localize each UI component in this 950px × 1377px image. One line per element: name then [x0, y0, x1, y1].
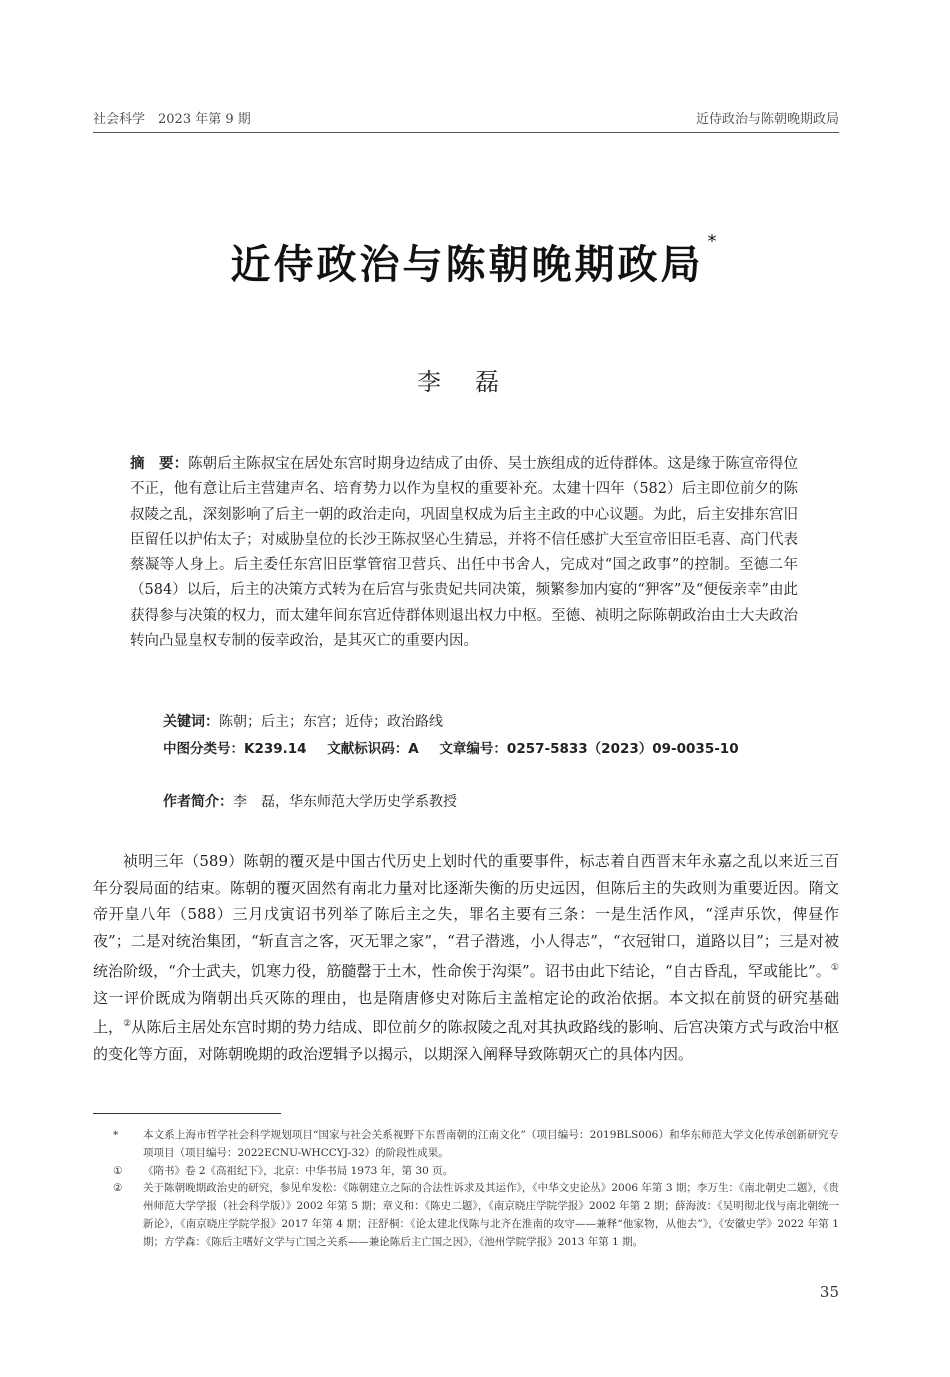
- keywords-text: 陈朝；后主；东宫；近侍；政治路线: [219, 714, 443, 730]
- author-bio-label: 作者简介：: [163, 794, 233, 810]
- abstract-label: 摘 要：: [130, 456, 189, 472]
- article-number: 文章编号：0257-5833（2023）09-0035-10: [439, 741, 739, 757]
- abstract-text: 陈朝后主陈叔宝在居处东宫时期身边结成了由侨、吴士族组成的近侍群体。这是缘于陈宣帝得位不正，他有意让后主营建声名、培育势力以作为皇权的重要补充。太建十四年（582）后主即位前夕的陈叔陵之乱，深刻影响了后主一朝的政治走向，巩固皇权成为后主主政的中心议题。为此，后主安排东宫旧臣留任以护佑太子；对威胁皇位的长沙王陈叔坚心生猜忌，并将不信任感扩大至宣帝旧臣毛喜、高门代表蔡凝等人身上。后主委任东宫旧臣掌管宿卫营兵、出任中书舍人，完成对“国之政事”的控制。至德二年（584）以后，后主的决策方式转为在后宫与张贵妃共同决策，频繁参加内宴的“狎客”及“便佞亲幸”由此获得参与决策的权力，而太建年间东宫近侍群体则退出权力中枢。至德、祯明之际陈朝政治由士大夫政治转向凸显皇权专制的佞幸政治，是其灭亡的重要内因。: [130, 456, 799, 650]
- footnote-mark: ②: [113, 1182, 123, 1195]
- footnote-mark: *: [113, 1129, 119, 1141]
- author-name: 李磊: [417, 368, 533, 396]
- footnote-item: [113, 1180, 839, 1251]
- article-title: [0, 233, 950, 290]
- body-text-part-1: 祯明三年（589）陈朝的覆灭是中国古代历史上划时代的重要事件，标志着自西晋末年永嘉之乱以来近三百年分裂局面的结束。陈朝的覆灭固然有南北力量对比逐渐失衡的历史远因，但陈后主的失政则为重要近因。隋文帝开皇八年（588）三月戊寅诏书列举了陈后主之失，罪名主要有三条：一是生活作风，“淫声乐饮，俾昼作夜”；二是对统治集团，“斩直言之客，灭无罪之家”，“君子潜逃，小人得志”，“衣冠钳口，道路以目”；三是对被统治阶级，“介士武夫，饥寒力役，筋髓罄于土木，性命俟于沟渠”。诏书由此下结论，“自古昏乱，罕或能比”。: [93, 852, 839, 980]
- author-bio: [163, 791, 823, 811]
- classification-line: [163, 737, 823, 757]
- header-rule: [93, 132, 839, 133]
- abstract: [130, 452, 798, 654]
- title-footnote-mark: *: [707, 231, 720, 252]
- footnote-ref-1[interactable]: ①: [830, 962, 839, 973]
- keywords: [163, 711, 823, 731]
- document-code: 文献标识码：A: [327, 741, 419, 757]
- running-title: 近侍政治与陈朝晚期政局: [695, 112, 839, 127]
- footnote-item: [113, 1127, 839, 1163]
- footnote-ref-2[interactable]: ②: [123, 1019, 132, 1030]
- clc-number: 中图分类号：K239.14: [163, 741, 307, 757]
- article-title-text: 近侍政治与陈朝晚期政局: [230, 242, 704, 288]
- footnotes: [113, 1127, 839, 1252]
- author-bio-text: 李 磊，华东师范大学历史学系教授: [233, 794, 457, 810]
- footnote-text: 《隋书》卷 2《高祖纪下》，北京：中华书局 1973 年，第 30 页。: [143, 1164, 454, 1177]
- footnote-text: 本文系上海市哲学社会科学规划项目“国家与社会关系视野下东晋南朝的江南文化”（项目编号：2019BLS006）和华东师范大学文化传承创新研究专项项目（项目编号：2022ECNU-WHCCYJ-32）的阶段性成果。: [143, 1129, 839, 1159]
- body-paragraph: [93, 848, 839, 1068]
- body-text-part-2: 这一评价既成为隋朝出兵灭陈的理由，也是隋唐修史对陈后主盖棺定论的政治依据。本文拟在前贤的研究基础上，: [93, 988, 839, 1037]
- footnote-rule: [93, 1113, 281, 1114]
- keywords-label: 关键词：: [163, 714, 219, 730]
- footnote-mark: ①: [113, 1164, 123, 1177]
- footnote-text: 关于陈朝晚期政治史的研究，参见牟发松：《陈朝建立之际的合法性诉求及其运作》，《中华文史论丛》2006 年第 3 期；李万生：《南北朝史二题》，《贵州师范大学学报（社会科学版）》2002 年第 5 期；章义和：《陈史二题》，《南京晓庄学院学报》2002 年第 2 期；薛海波：《吴明彻北伐与南北朝统一新论》，《南京晓庄学院学报》2017 年第 4 期；汪舒桐：《论太建北伐陈与北齐在淮南的攻守——兼释“他家物，从他去”》，《安徽史学》2022 年第 1 期；方学森：《陈后主嗜好文学与亡国之关系——兼论陈后主亡国之因》，《池州学院学报》2013 年第 1 期。: [143, 1182, 839, 1248]
- journal-issue: 社会科学 2023 年第 9 期: [93, 112, 251, 127]
- body-text-part-3: 从陈后主居处东宫时期的势力结成、即位前夕的陈叔陵之乱对其执政路线的影响、后宫决策方式与政治中枢的变化等方面，对陈朝晚期的政治逻辑予以揭示，以期深入阐释导致陈朝灭亡的具体内因。: [93, 1018, 839, 1063]
- footnote-item: [113, 1163, 839, 1181]
- page-number: 35: [819, 1283, 839, 1301]
